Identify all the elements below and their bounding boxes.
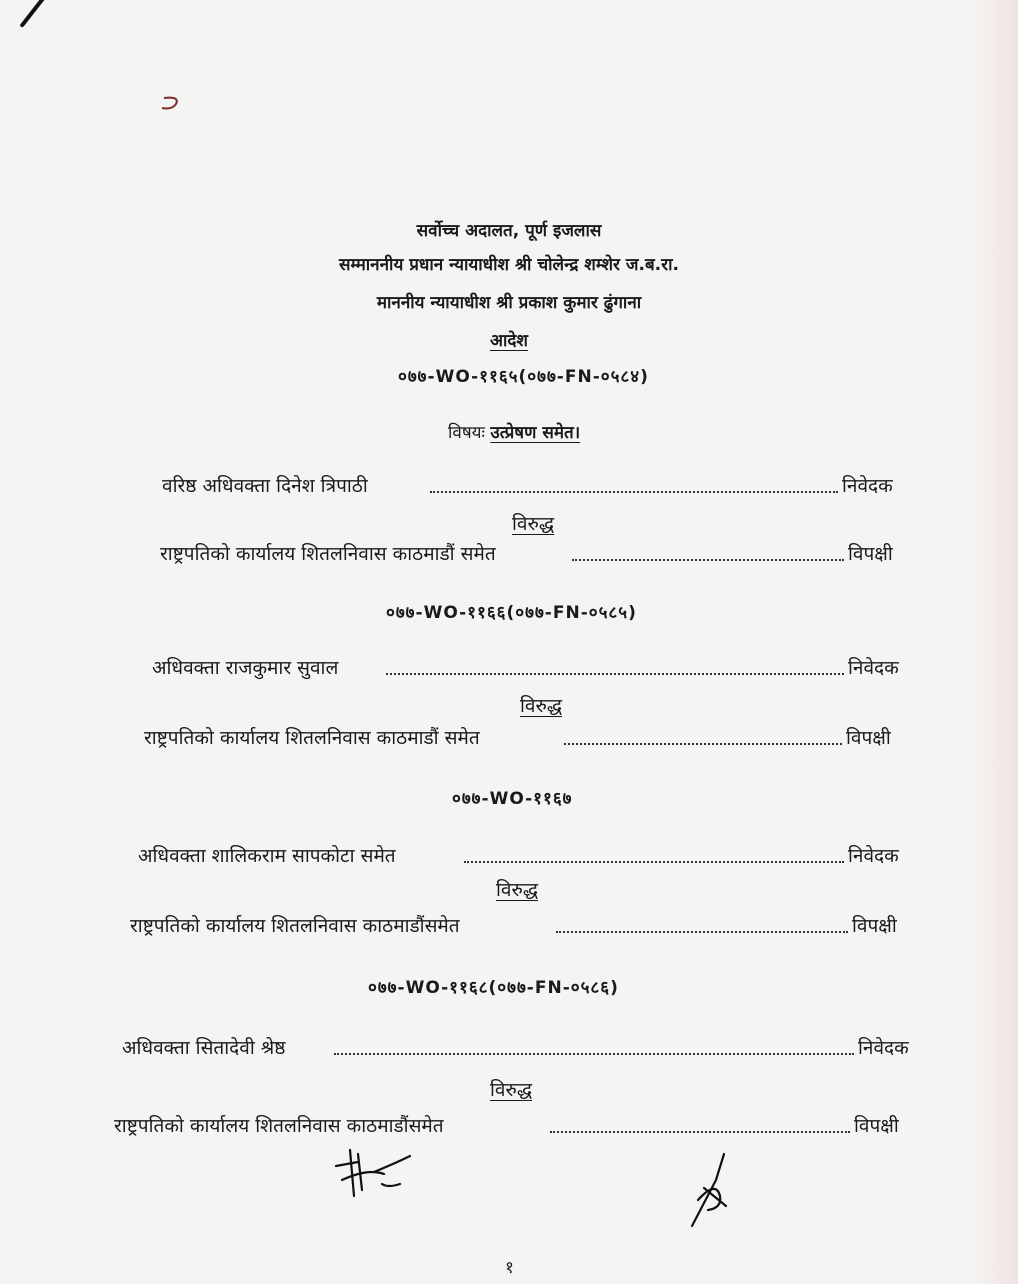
respondent-name: राष्ट्रपतिको कार्यालय शितलनिवास काठमाडौंसमेत bbox=[114, 1115, 444, 1137]
subject-label: विषयः bbox=[448, 423, 485, 443]
dotted-leader bbox=[550, 1131, 850, 1133]
versus-label: विरुद्ध bbox=[512, 513, 555, 535]
respondent-role: विपक्षी bbox=[854, 1115, 899, 1137]
versus-label: विरुद्ध bbox=[520, 695, 563, 717]
signature-left bbox=[328, 1144, 418, 1204]
signature-right bbox=[686, 1150, 736, 1230]
case-number: ०७७-WO-११६७ bbox=[452, 789, 573, 809]
dotted-leader bbox=[564, 743, 842, 745]
petitioner-role: निवेदक bbox=[842, 475, 893, 497]
justice-line: माननीय न्यायाधीश श्री प्रकाश कुमार ढुंगाना bbox=[376, 293, 642, 313]
subject-value: उत्प्रेषण समेत। bbox=[490, 423, 581, 443]
petitioner-row bbox=[152, 652, 914, 680]
respondent-role: विपक्षी bbox=[848, 543, 893, 565]
petitioner-row bbox=[122, 1032, 928, 1060]
petitioner-name: अधिवक्ता शालिकराम सापकोटा समेत bbox=[138, 845, 396, 867]
respondent-role: विपक्षी bbox=[852, 915, 897, 937]
respondent-role: विपक्षी bbox=[846, 727, 891, 749]
petitioner-row bbox=[138, 840, 914, 868]
case-number: ०७७-WO-११६८(०७७-FN-०५८६) bbox=[368, 978, 619, 998]
respondent-row bbox=[130, 910, 916, 938]
dotted-leader bbox=[430, 491, 838, 493]
respondent-row bbox=[144, 722, 906, 750]
dotted-leader bbox=[386, 673, 844, 675]
petitioner-name: अधिवक्ता सितादेवी श्रेष्ठ bbox=[122, 1037, 286, 1059]
respondent-name: राष्ट्रपतिको कार्यालय शितलनिवास काठमाडौंसमेत bbox=[130, 915, 460, 937]
case-number: ०७७-WO-११६५(०७७-FN-०५८४) bbox=[398, 367, 649, 387]
petitioner-role: निवेदक bbox=[848, 657, 899, 679]
respondent-row bbox=[160, 538, 908, 566]
page-edge-shadow bbox=[972, 0, 1018, 1284]
dotted-leader bbox=[556, 931, 848, 933]
petitioner-role: निवेदक bbox=[858, 1037, 909, 1059]
dotted-leader bbox=[334, 1053, 854, 1055]
petitioner-name: अधिवक्ता राजकुमार सुवाल bbox=[152, 657, 339, 679]
versus-label: विरुद्ध bbox=[490, 1079, 533, 1101]
petitioner-role: निवेदक bbox=[848, 845, 899, 867]
case-number: ०७७-WO-११६६(०७७-FN-०५८५) bbox=[386, 603, 637, 623]
respondent-row bbox=[114, 1110, 920, 1138]
order-title: आदेश bbox=[490, 331, 528, 351]
petitioner-row bbox=[162, 470, 910, 498]
chief-justice-line: सम्माननीय प्रधान न्यायाधीश श्री चोलेन्द्र शम्शेर ज.ब.रा. bbox=[339, 255, 679, 275]
respondent-name: राष्ट्रपतिको कार्यालय शितलनिवास काठमाडौं समेत bbox=[160, 543, 496, 565]
pen-scribble-mark bbox=[160, 94, 186, 114]
dotted-leader bbox=[572, 559, 844, 561]
subject-line bbox=[448, 420, 580, 443]
court-name: सर्वोच्च अदालत, पूर्ण इजलास bbox=[416, 221, 602, 241]
versus-label: विरुद्ध bbox=[496, 879, 539, 901]
page-number: १ bbox=[505, 1258, 514, 1278]
pen-stroke-mark bbox=[19, 0, 47, 28]
dotted-leader bbox=[464, 861, 844, 863]
petitioner-name: वरिष्ठ अधिवक्ता दिनेश त्रिपाठी bbox=[162, 475, 368, 497]
respondent-name: राष्ट्रपतिको कार्यालय शितलनिवास काठमाडौं समेत bbox=[144, 727, 480, 749]
